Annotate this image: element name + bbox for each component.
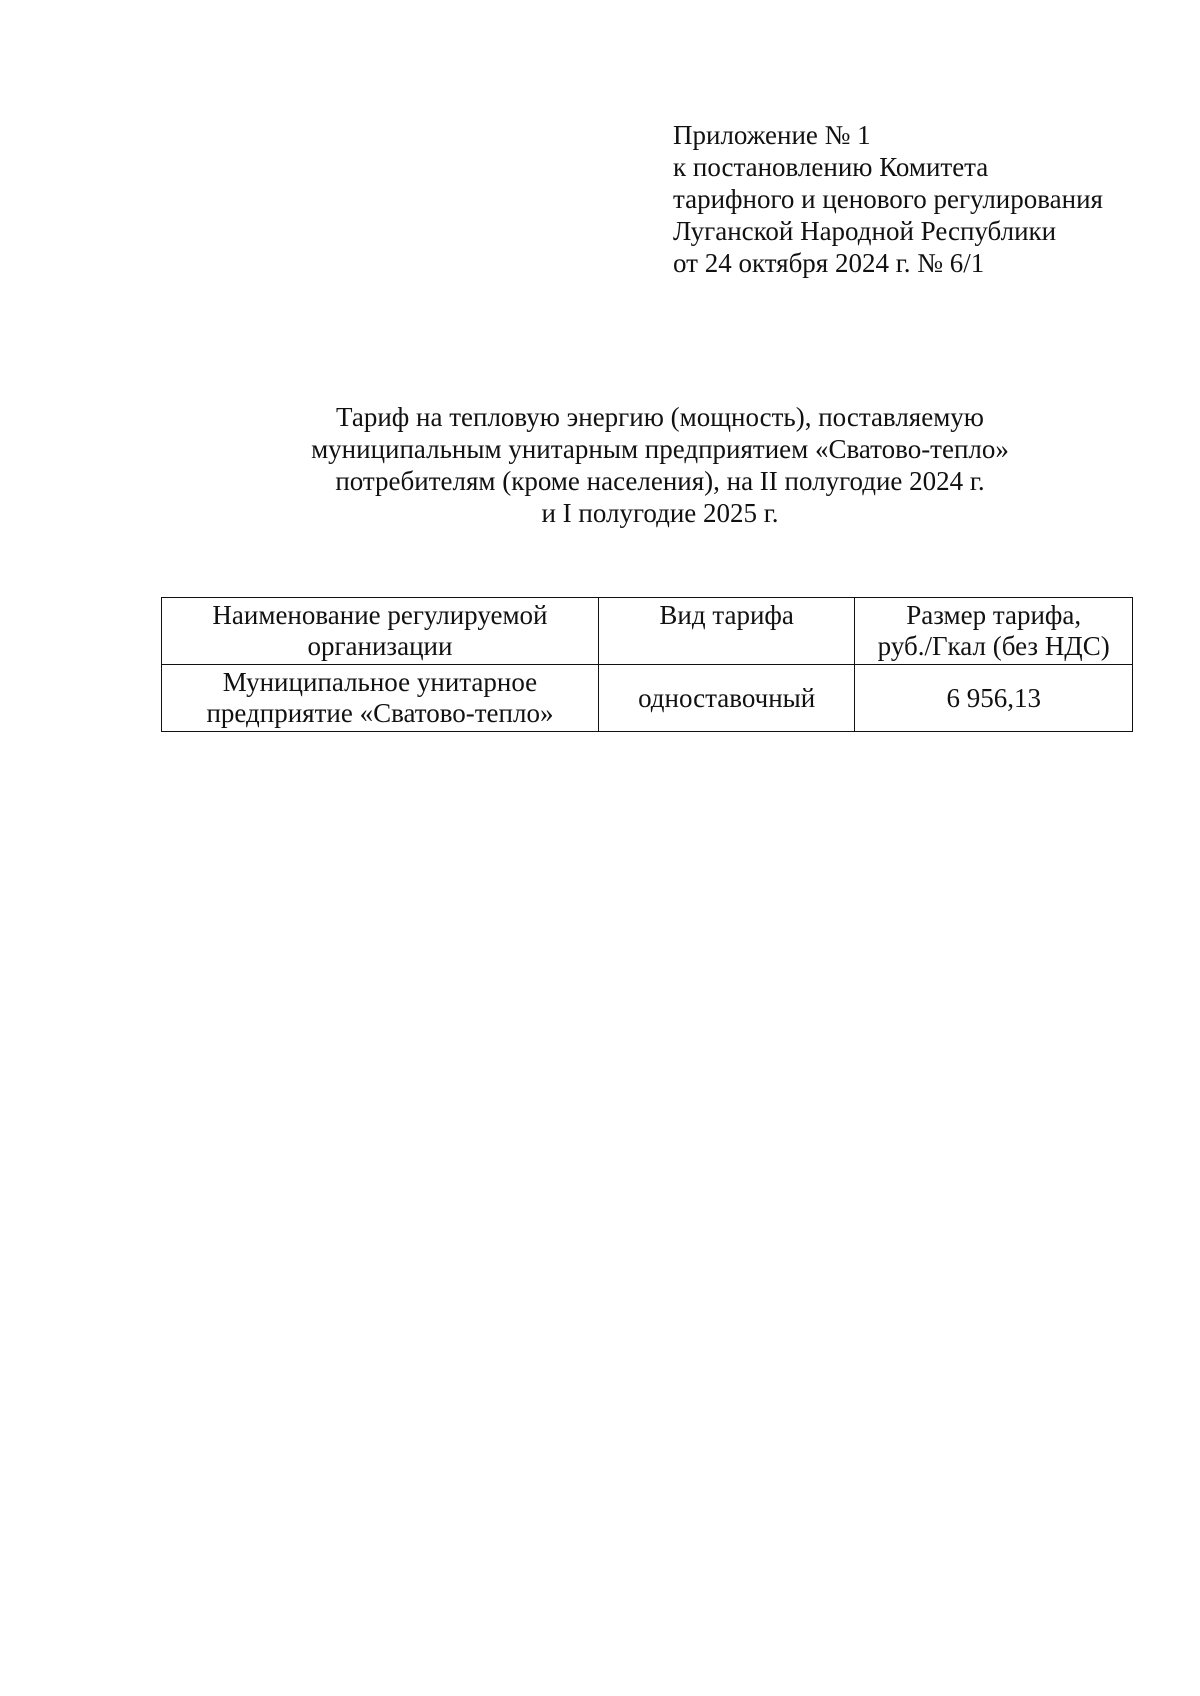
- cell-tariff-type: одноставочный: [598, 665, 855, 732]
- cell-line: предприятие «Сватово-тепло»: [206, 698, 554, 728]
- appendix-line: к постановлению Комитета: [673, 152, 989, 182]
- cell-tariff-size: 6 956,13: [855, 665, 1133, 732]
- header-tariff-type: [598, 598, 855, 665]
- title-line: муниципальным унитарным предприятием «Сватово-тепло»: [311, 434, 1009, 464]
- header-line: руб./Гкал (без НДС): [877, 631, 1110, 661]
- cell-organization: [162, 665, 599, 732]
- title-line: потребителям (кроме населения), на II полугодие 2024 г.: [335, 466, 985, 496]
- cell-line: Муниципальное унитарное: [222, 667, 538, 697]
- appendix-line: от 24 октября 2024 г. № 6/1: [673, 248, 985, 278]
- header-line: Размер тарифа,: [906, 600, 1082, 630]
- appendix-reference: [673, 119, 1173, 279]
- appendix-line: тарифного и ценового регулирования: [673, 184, 1103, 214]
- title-line: и I полугодие 2025 г.: [541, 498, 779, 528]
- header-tariff-size: [855, 598, 1133, 665]
- header-organization: [162, 598, 599, 665]
- document-title: [160, 401, 1160, 529]
- header-line: организации: [307, 631, 453, 661]
- appendix-line: Луганской Народной Республики: [673, 216, 1057, 246]
- title-line: Тариф на тепловую энергию (мощность), поставляемую: [336, 402, 984, 432]
- appendix-line: Приложение № 1: [673, 120, 871, 150]
- header-line: Наименование регулируемой: [212, 600, 548, 630]
- header-line: Вид тарифа: [659, 600, 794, 630]
- tariff-table: [161, 597, 1133, 732]
- table-header-row: [162, 598, 1133, 665]
- table-row: [162, 665, 1133, 732]
